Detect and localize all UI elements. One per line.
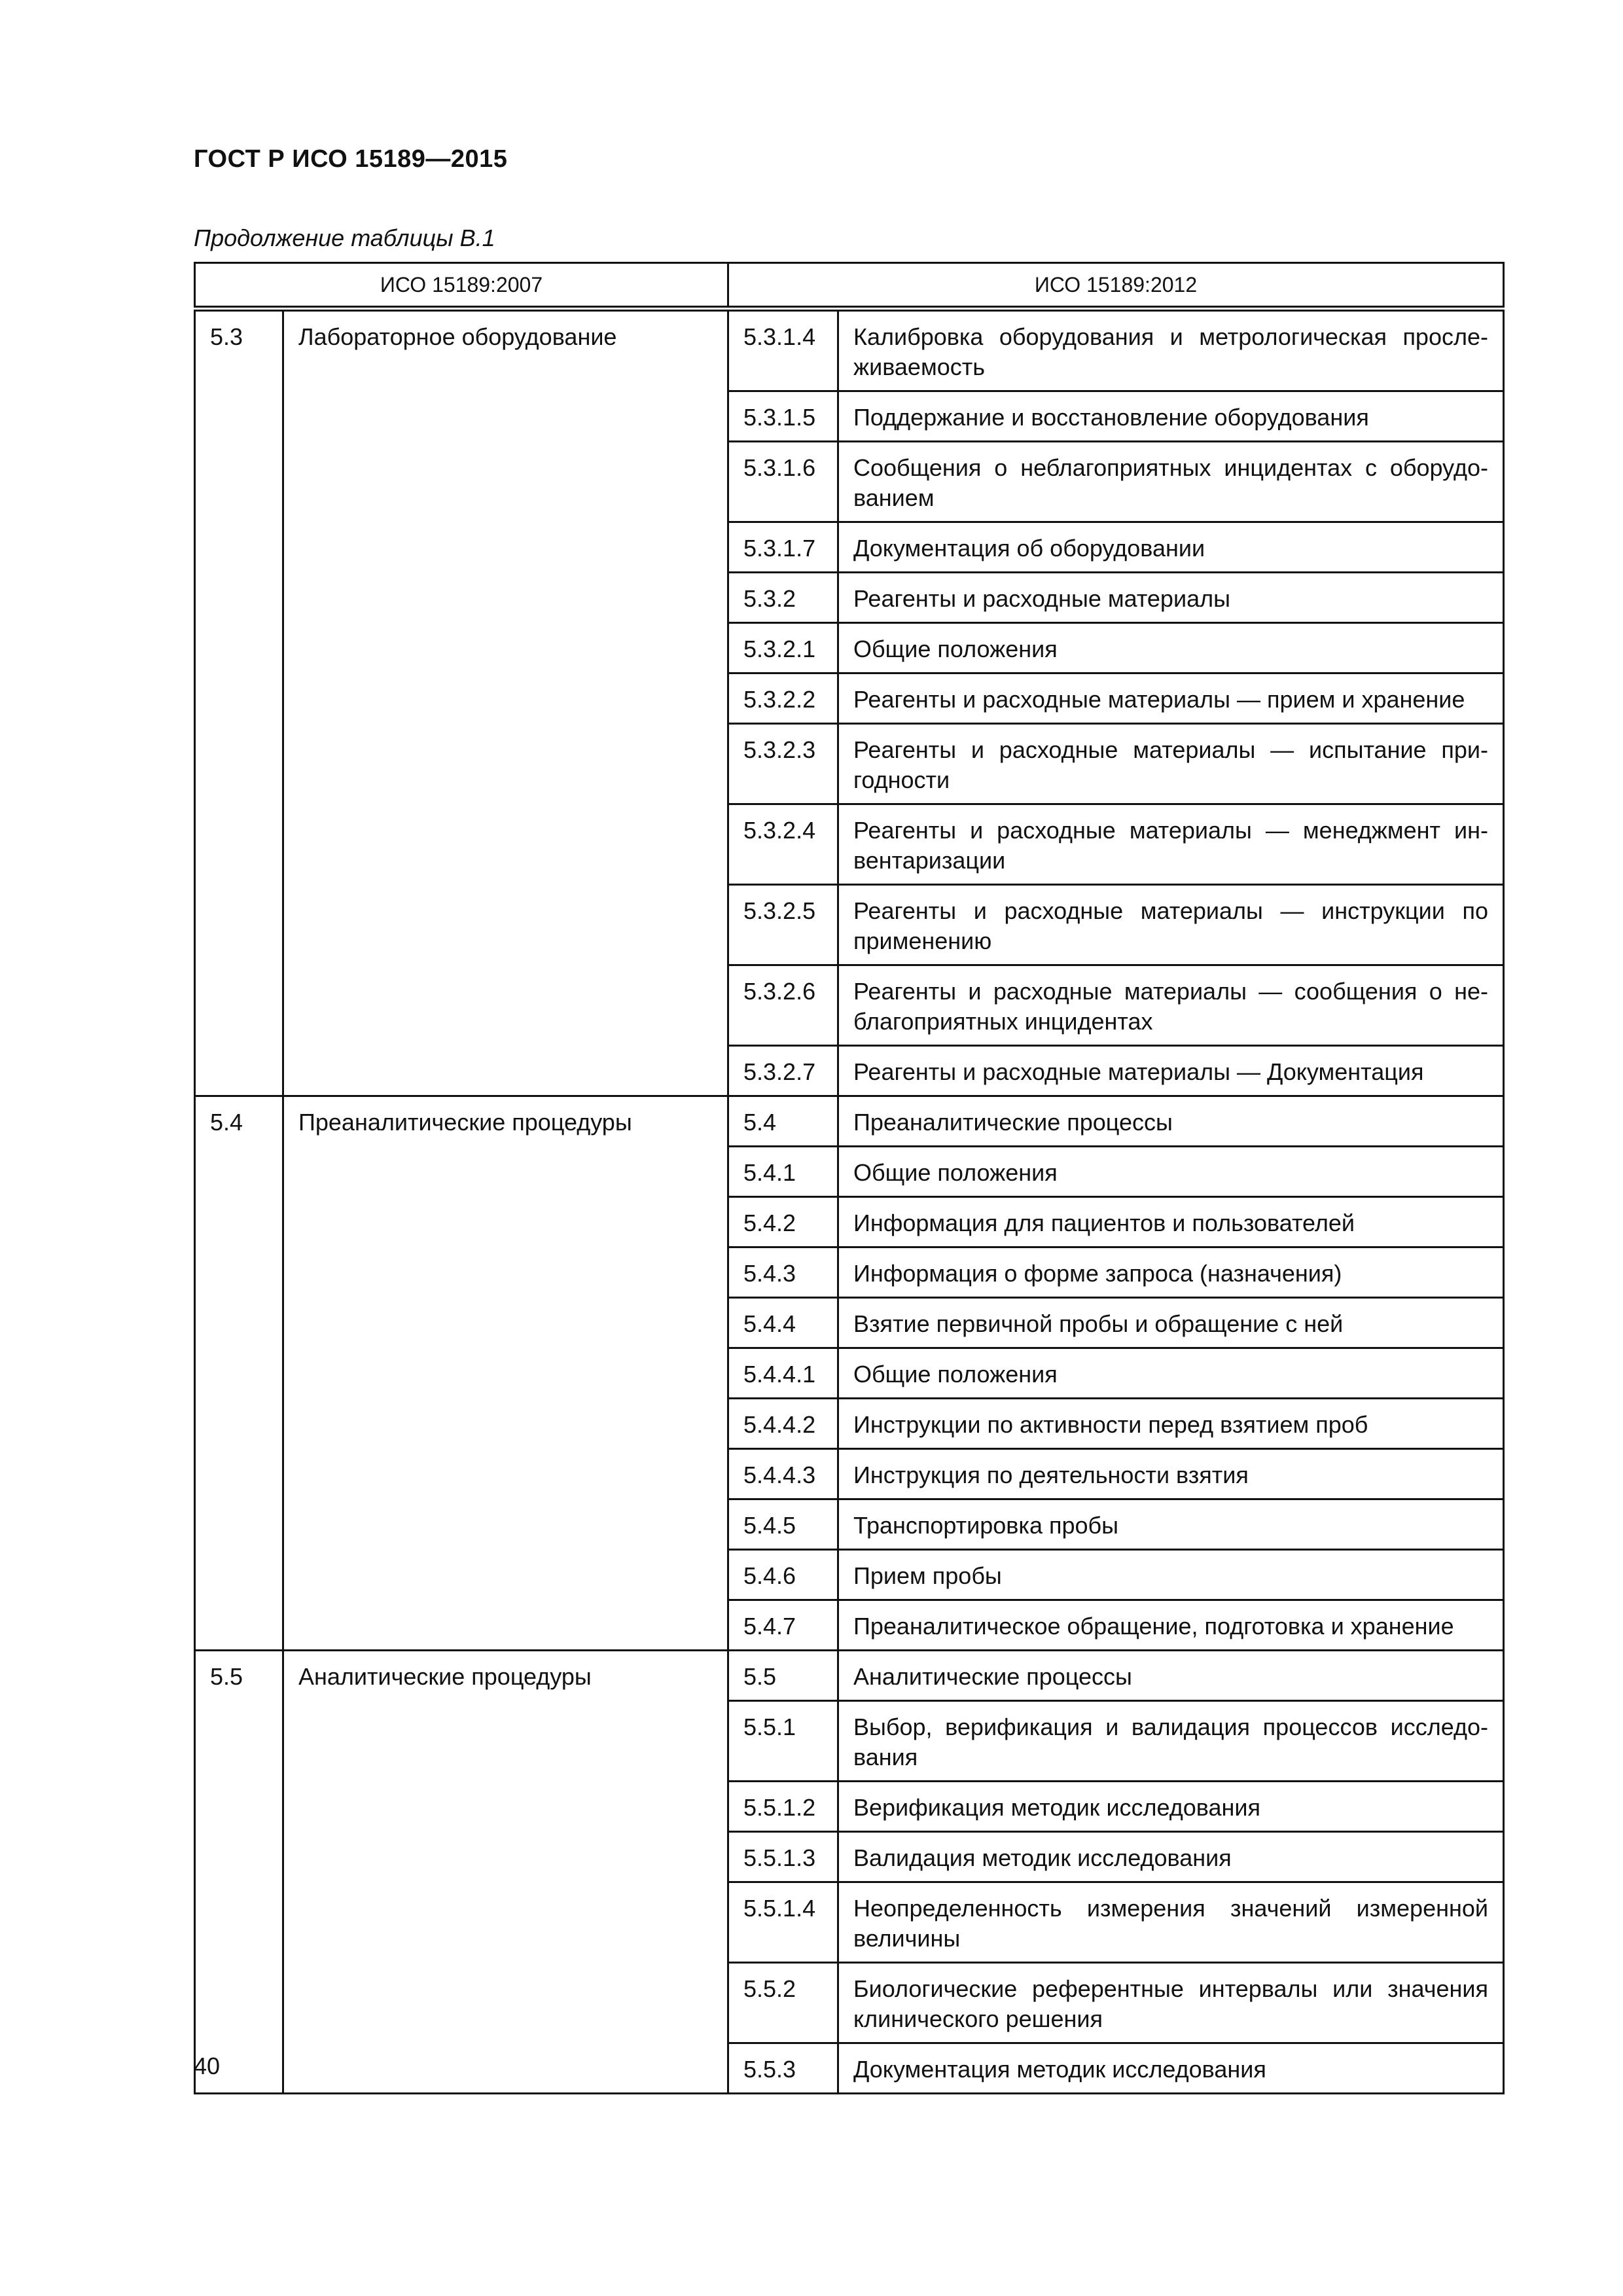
section-title-2012: Калибровка оборудования и метрологическая просле-живаемость xyxy=(838,309,1504,391)
section-number-2012: 5.3.2.1 xyxy=(728,623,838,673)
section-title-2007: Преаналитические процедуры xyxy=(283,1096,728,1651)
section-number-2012: 5.5.1 xyxy=(728,1701,838,1782)
section-number-2012: 5.3.2.2 xyxy=(728,673,838,724)
section-title-2012: Информация для пациентов и пользователей xyxy=(838,1197,1504,1247)
column-header-iso-2012: ИСО 15189:2012 xyxy=(728,263,1504,309)
section-title-2012: Общие положения xyxy=(838,623,1504,673)
section-title-2012: Выбор, верификация и валидация процессов исследо-вания xyxy=(838,1701,1504,1782)
section-title-2012: Биологические референтные интервалы или значения клинического решения xyxy=(838,1963,1504,2043)
section-number-2012: 5.5.1.4 xyxy=(728,1882,838,1963)
document-code: ГОСТ Р ИСО 15189—2015 xyxy=(194,145,508,173)
table-row xyxy=(195,309,1504,391)
section-title-2012: Валидация методик исследования xyxy=(838,1832,1504,1882)
section-number-2012: 5.4.7 xyxy=(728,1600,838,1651)
section-number-2012: 5.5.3 xyxy=(728,2043,838,2094)
section-title-2012: Поддержание и восстановление оборудования xyxy=(838,391,1504,442)
section-title-2007: Лабораторное оборудование xyxy=(283,309,728,1096)
section-title-2012: Транспортировка пробы xyxy=(838,1499,1504,1550)
section-number-2012: 5.4.6 xyxy=(728,1550,838,1600)
table-header-row xyxy=(195,263,1504,309)
section-title-2012: Неопределенность измерения значений измеренной величины xyxy=(838,1882,1504,1963)
section-title-2012: Реагенты и расходные материалы xyxy=(838,573,1504,623)
section-number-2012: 5.3.2.7 xyxy=(728,1046,838,1096)
section-number-2012: 5.3.2.3 xyxy=(728,724,838,804)
section-title-2012: Верификация методик исследования xyxy=(838,1782,1504,1832)
section-number-2012: 5.3.2 xyxy=(728,573,838,623)
section-number-2007: 5.4 xyxy=(195,1096,283,1651)
section-number-2012: 5.4.3 xyxy=(728,1247,838,1298)
section-number-2012: 5.4.5 xyxy=(728,1499,838,1550)
page-number: 40 xyxy=(194,2053,221,2079)
section-title-2012: Инструкции по активности перед взятием проб xyxy=(838,1399,1504,1449)
table-row xyxy=(195,1651,1504,1701)
section-number-2012: 5.4.4.2 xyxy=(728,1399,838,1449)
section-title-2012: Аналитические процессы xyxy=(838,1651,1504,1701)
correspondence-table xyxy=(194,262,1505,2094)
section-title-2012: Реагенты и расходные материалы — Документация xyxy=(838,1046,1504,1096)
section-title-2012: Реагенты и расходные материалы — сообщения о не-благоприятных инцидентах xyxy=(838,965,1504,1046)
section-number-2012: 5.3.2.4 xyxy=(728,804,838,885)
section-title-2012: Сообщения о неблагоприятных инцидентах с оборудо-ванием xyxy=(838,442,1504,522)
section-title-2012: Документация об оборудовании xyxy=(838,522,1504,573)
section-title-2012: Реагенты и расходные материалы — испытание при-годности xyxy=(838,724,1504,804)
section-number-2012: 5.3.1.7 xyxy=(728,522,838,573)
section-number-2012: 5.5.1.3 xyxy=(728,1832,838,1882)
section-number-2012: 5.3.1.4 xyxy=(728,309,838,391)
section-number-2012: 5.5.1.2 xyxy=(728,1782,838,1832)
section-title-2012: Прием пробы xyxy=(838,1550,1504,1600)
section-title-2012: Преаналитические процессы xyxy=(838,1096,1504,1147)
section-number-2012: 5.4.4 xyxy=(728,1298,838,1348)
column-header-iso-2007: ИСО 15189:2007 xyxy=(195,263,728,309)
section-title-2012: Общие положения xyxy=(838,1147,1504,1197)
section-title-2012: Реагенты и расходные материалы — инструкции по применению xyxy=(838,885,1504,965)
section-number-2012: 5.4 xyxy=(728,1096,838,1147)
section-number-2012: 5.4.4.3 xyxy=(728,1449,838,1499)
section-title-2012: Взятие первичной пробы и обращение с ней xyxy=(838,1298,1504,1348)
section-number-2012: 5.5 xyxy=(728,1651,838,1701)
section-title-2012: Реагенты и расходные материалы — прием и хранение xyxy=(838,673,1504,724)
table-caption: Продолжение таблицы В.1 xyxy=(194,224,495,251)
section-number-2012: 5.3.2.5 xyxy=(728,885,838,965)
section-title-2012: Документация методик исследования xyxy=(838,2043,1504,2094)
section-number-2007: 5.5 xyxy=(195,1651,283,2094)
section-number-2012: 5.4.4.1 xyxy=(728,1348,838,1399)
section-number-2012: 5.3.1.6 xyxy=(728,442,838,522)
section-number-2012: 5.3.1.5 xyxy=(728,391,838,442)
section-number-2012: 5.4.2 xyxy=(728,1197,838,1247)
section-number-2012: 5.3.2.6 xyxy=(728,965,838,1046)
section-title-2012: Реагенты и расходные материалы — менеджмент ин-вентаризации xyxy=(838,804,1504,885)
section-title-2012: Преаналитическое обращение, подготовка и хранение xyxy=(838,1600,1504,1651)
section-number-2007: 5.3 xyxy=(195,309,283,1096)
section-title-2012: Общие положения xyxy=(838,1348,1504,1399)
table-row xyxy=(195,1096,1504,1147)
section-number-2012: 5.5.2 xyxy=(728,1963,838,2043)
section-title-2012: Информация о форме запроса (назначения) xyxy=(838,1247,1504,1298)
section-number-2012: 5.4.1 xyxy=(728,1147,838,1197)
section-title-2012: Инструкция по деятельности взятия xyxy=(838,1449,1504,1499)
section-title-2007: Аналитические процедуры xyxy=(283,1651,728,2094)
